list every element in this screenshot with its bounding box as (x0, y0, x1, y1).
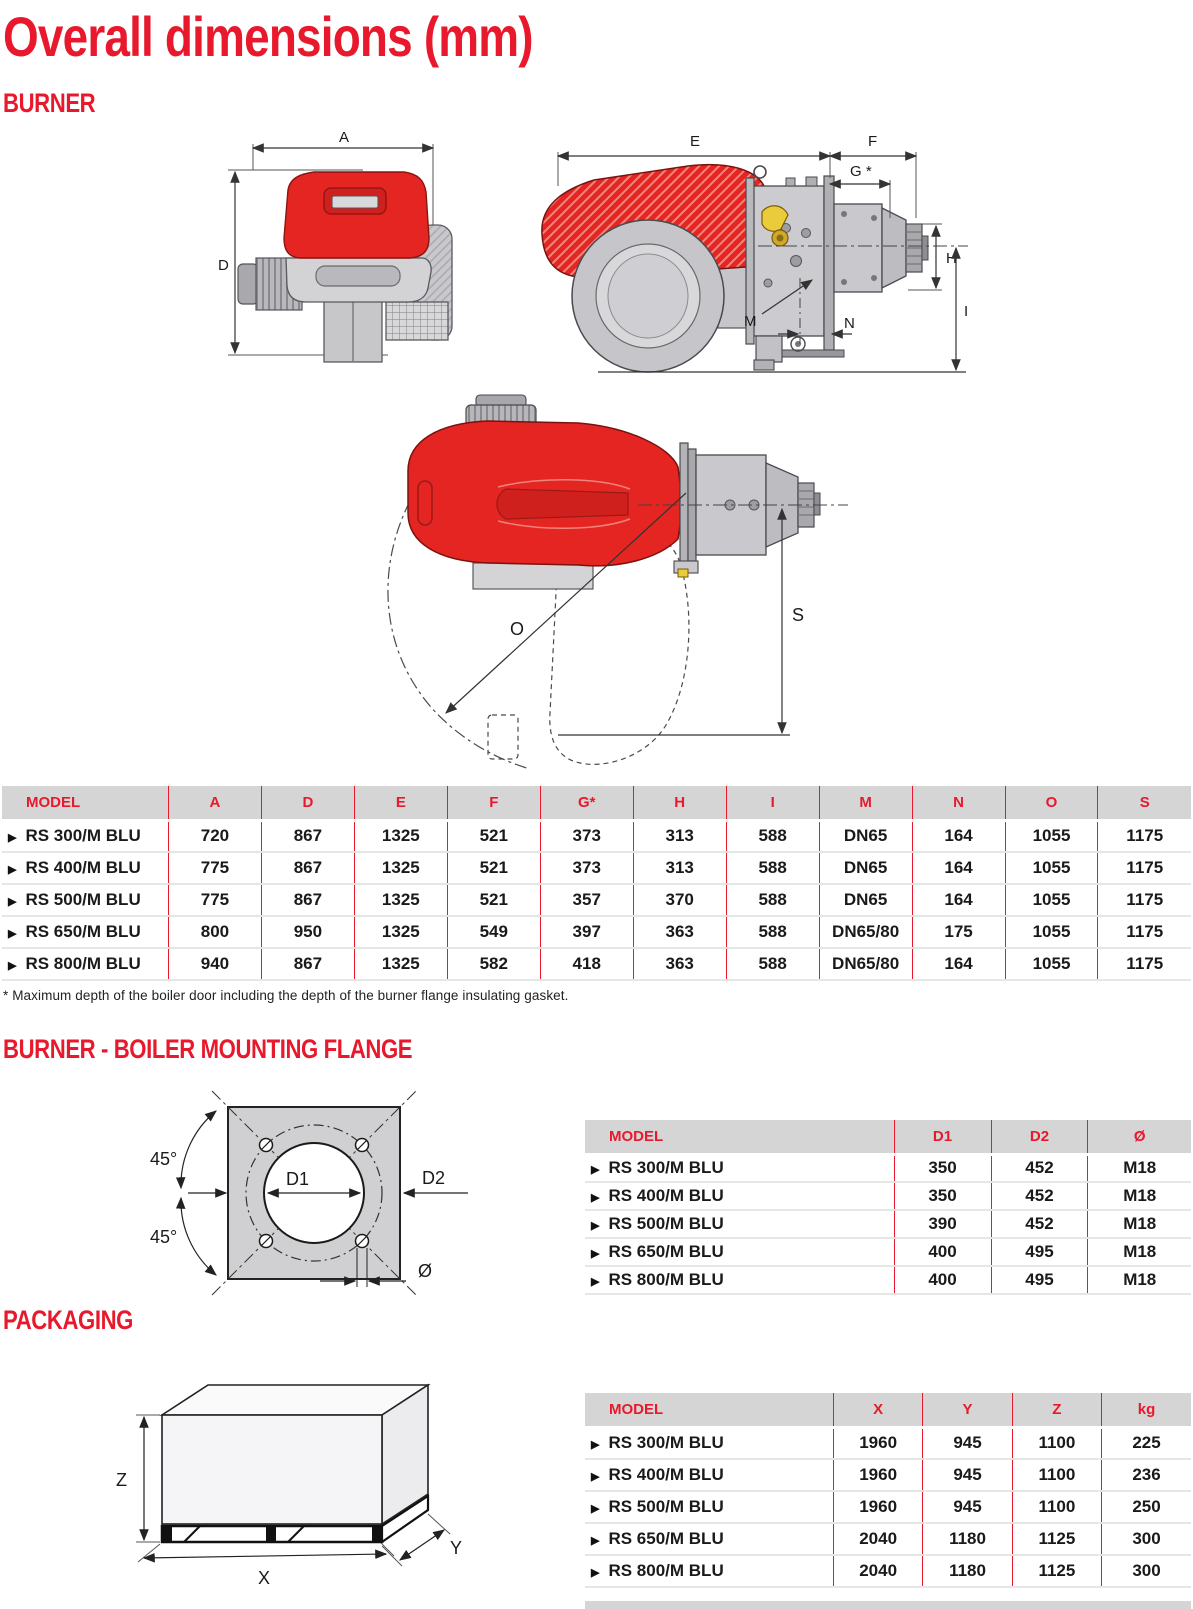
table-row (585, 1427, 1191, 1459)
model-name: RS 300/M BLU (608, 1158, 724, 1178)
value-cell: 1055 (1005, 820, 1098, 852)
table-row (585, 1210, 1191, 1238)
flange-table (585, 1120, 1191, 1295)
value-cell: 1960 (833, 1427, 922, 1459)
model-name: RS 650/M BLU (608, 1529, 724, 1548)
column-header: H (633, 786, 726, 820)
value-cell: 867 (261, 852, 354, 884)
table-row (585, 1491, 1191, 1523)
dim-label-g: G * (850, 163, 872, 180)
dimension-angle-bottom (150, 1198, 216, 1275)
value-cell: M18 (1088, 1238, 1191, 1266)
model-cell (2, 916, 168, 948)
value-cell: 940 (168, 948, 261, 980)
dim-label-d1: D1 (286, 1169, 310, 1189)
table-row (585, 1238, 1191, 1266)
row-marker-icon: ▶ (591, 1248, 600, 1260)
column-header: Y (923, 1393, 1012, 1427)
value-cell: 390 (894, 1210, 991, 1238)
column-header: O (1005, 786, 1098, 820)
value-cell: 1175 (1098, 884, 1191, 916)
value-cell: 588 (726, 852, 819, 884)
value-cell: DN65/80 (819, 916, 912, 948)
burner-swing-body (408, 395, 820, 589)
row-marker-icon: ▶ (8, 928, 17, 940)
value-cell: 1175 (1098, 820, 1191, 852)
burner-side-view-drawing (528, 128, 1188, 390)
column-header-model: MODEL (585, 1393, 833, 1427)
row-marker-icon: ▶ (591, 1535, 600, 1547)
table-row (2, 884, 1191, 916)
value-cell: 588 (726, 884, 819, 916)
value-cell: 164 (912, 948, 1005, 980)
value-cell: 867 (261, 884, 354, 916)
row-marker-icon: ▶ (591, 1439, 600, 1452)
dimension-x (138, 1544, 394, 1588)
table-row (585, 1154, 1191, 1182)
value-cell: 1325 (354, 916, 447, 948)
burner-front-view-drawing (196, 130, 500, 388)
model-cell (585, 1523, 833, 1555)
model-cell (585, 1238, 894, 1266)
table-footnote: * Maximum depth of the boiler door including the depth of the burner flange insulating gasket. (3, 988, 569, 1003)
value-cell: 373 (540, 852, 633, 884)
row-marker-icon: ▶ (591, 1164, 600, 1177)
value-cell: M18 (1088, 1154, 1191, 1182)
row-marker-icon: ▶ (8, 832, 17, 845)
dim-label-s: S (792, 605, 805, 625)
dimension-angle-top (150, 1111, 216, 1188)
row-marker-icon: ▶ (591, 1276, 600, 1288)
column-header-model: MODEL (585, 1120, 894, 1154)
burner-swing-view-drawing (378, 393, 863, 775)
dim-label-o: O (510, 619, 525, 639)
dim-label-y: Y (450, 1538, 463, 1558)
page-title: Overall dimensions (mm) (3, 5, 533, 68)
column-header: M (819, 786, 912, 820)
value-cell: 950 (261, 916, 354, 948)
value-cell: DN65 (819, 852, 912, 884)
value-cell: 588 (726, 916, 819, 948)
model-cell (2, 820, 168, 852)
value-cell: DN65 (819, 884, 912, 916)
value-cell: 720 (168, 820, 261, 852)
value-cell: 582 (447, 948, 540, 980)
burner-side-body (542, 165, 928, 372)
value-cell: 1325 (354, 820, 447, 852)
value-cell: 1175 (1098, 852, 1191, 884)
dim-label-bolt-diameter: Ø (418, 1261, 433, 1281)
row-marker-icon: ▶ (591, 1192, 600, 1204)
column-header: S (1098, 786, 1191, 820)
packaging-box (162, 1385, 428, 1542)
packaging-drawing (98, 1362, 483, 1608)
model-cell (2, 852, 168, 884)
value-cell: 300 (1102, 1555, 1191, 1587)
value-cell: 945 (923, 1459, 1012, 1491)
column-header: Z (1012, 1393, 1101, 1427)
value-cell: 521 (447, 884, 540, 916)
dim-label-m: M (744, 313, 757, 330)
dim-label-d: D (218, 257, 229, 274)
model-name: RS 800/M BLU (608, 1561, 724, 1580)
table-row (585, 1182, 1191, 1210)
value-cell: DN65 (819, 820, 912, 852)
model-name: RS 500/M BLU (608, 1214, 724, 1233)
table-row (2, 820, 1191, 852)
value-cell: 313 (633, 852, 726, 884)
value-cell: 164 (912, 820, 1005, 852)
burner-dimensions-table-wrap (2, 786, 1191, 981)
mounting-flange-drawing (128, 1085, 480, 1313)
section-heading-flange: BURNER - BOILER MOUNTING FLANGE (3, 1034, 413, 1064)
dimension-d2 (404, 1168, 468, 1193)
row-marker-icon: ▶ (591, 1503, 600, 1515)
row-marker-icon: ▶ (8, 864, 17, 876)
value-cell: M18 (1088, 1266, 1191, 1294)
value-cell: 1100 (1012, 1459, 1101, 1491)
value-cell: 800 (168, 916, 261, 948)
value-cell: 1055 (1005, 884, 1098, 916)
model-cell (585, 1459, 833, 1491)
header-row (585, 1393, 1191, 1427)
model-name: RS 800/M BLU (25, 954, 141, 973)
model-name: RS 800/M BLU (608, 1270, 724, 1289)
model-cell (585, 1491, 833, 1523)
value-cell: 370 (633, 884, 726, 916)
row-marker-icon: ▶ (8, 960, 17, 972)
model-cell (2, 948, 168, 980)
value-cell: 373 (540, 820, 633, 852)
model-name: RS 500/M BLU (25, 890, 141, 909)
angle-label-top: 45° (150, 1149, 178, 1169)
model-name: RS 650/M BLU (608, 1242, 724, 1261)
value-cell: 2040 (833, 1555, 922, 1587)
value-cell: 1960 (833, 1491, 922, 1523)
packaging-table (585, 1393, 1191, 1588)
value-cell: 588 (726, 820, 819, 852)
value-cell: 357 (540, 884, 633, 916)
dim-label-x: X (258, 1568, 271, 1588)
value-cell: DN65/80 (819, 948, 912, 980)
dim-label-d2: D2 (422, 1168, 446, 1188)
value-cell: 775 (168, 884, 261, 916)
value-cell: 1325 (354, 852, 447, 884)
value-cell: 1100 (1012, 1491, 1101, 1523)
value-cell: 1055 (1005, 948, 1098, 980)
value-cell: 549 (447, 916, 540, 948)
value-cell: 1125 (1012, 1555, 1101, 1587)
value-cell: 521 (447, 820, 540, 852)
table-row (585, 1555, 1191, 1587)
column-header: D2 (991, 1120, 1088, 1154)
value-cell: 313 (633, 820, 726, 852)
value-cell: 175 (912, 916, 1005, 948)
section-heading-packaging: PACKAGING (3, 1305, 133, 1335)
packaging-table-wrap (585, 1393, 1191, 1588)
value-cell: 775 (168, 852, 261, 884)
model-name: RS 650/M BLU (25, 922, 141, 941)
dimension-z (116, 1415, 160, 1542)
dim-label-n: N (844, 315, 855, 332)
value-cell: 495 (991, 1266, 1088, 1294)
value-cell: 400 (894, 1266, 991, 1294)
section-heading-burner: BURNER (3, 88, 96, 118)
column-header-model: MODEL (2, 786, 168, 820)
value-cell: 164 (912, 852, 1005, 884)
dim-label-a: A (339, 130, 350, 146)
value-cell: 1100 (1012, 1427, 1101, 1459)
value-cell: 363 (633, 916, 726, 948)
value-cell: 1125 (1012, 1523, 1101, 1555)
value-cell: 452 (991, 1154, 1088, 1182)
row-marker-icon: ▶ (591, 1567, 600, 1579)
dim-label-f: F (868, 133, 878, 150)
dimension-i (956, 248, 968, 370)
burner-dimensions-table (2, 786, 1191, 981)
value-cell: M18 (1088, 1182, 1191, 1210)
value-cell: 452 (991, 1210, 1088, 1238)
value-cell: 867 (261, 820, 354, 852)
value-cell: 2040 (833, 1523, 922, 1555)
column-header: I (726, 786, 819, 820)
model-cell (2, 884, 168, 916)
value-cell: 1055 (1005, 852, 1098, 884)
table-row (2, 948, 1191, 980)
table-row (2, 852, 1191, 884)
flange-table-wrap (585, 1120, 1191, 1295)
value-cell: 350 (894, 1154, 991, 1182)
column-header: Ø (1088, 1120, 1191, 1154)
value-cell: 164 (912, 884, 1005, 916)
model-cell (585, 1266, 894, 1294)
model-cell (585, 1154, 894, 1182)
table-bottom-bar (585, 1601, 1191, 1609)
value-cell: 1175 (1098, 916, 1191, 948)
value-cell: 945 (923, 1491, 1012, 1523)
column-header: E (354, 786, 447, 820)
header-row (585, 1120, 1191, 1154)
dim-label-h: H (946, 250, 957, 267)
value-cell: M18 (1088, 1210, 1191, 1238)
model-cell (585, 1555, 833, 1587)
table-row (585, 1523, 1191, 1555)
model-cell (585, 1210, 894, 1238)
value-cell: 350 (894, 1182, 991, 1210)
value-cell: 236 (1102, 1459, 1191, 1491)
value-cell: 1180 (923, 1523, 1012, 1555)
model-name: RS 400/M BLU (608, 1465, 724, 1484)
value-cell: 250 (1102, 1491, 1191, 1523)
column-header: kg (1102, 1393, 1191, 1427)
model-name: RS 300/M BLU (25, 826, 141, 846)
value-cell: 300 (1102, 1523, 1191, 1555)
column-header: N (912, 786, 1005, 820)
header-row (2, 786, 1191, 820)
value-cell: 1055 (1005, 916, 1098, 948)
value-cell: 400 (894, 1238, 991, 1266)
value-cell: 418 (540, 948, 633, 980)
value-cell: 1325 (354, 884, 447, 916)
model-name: RS 400/M BLU (25, 858, 141, 877)
value-cell: 1180 (923, 1555, 1012, 1587)
column-header: D (261, 786, 354, 820)
value-cell: 867 (261, 948, 354, 980)
value-cell: 588 (726, 948, 819, 980)
column-header: A (168, 786, 261, 820)
row-marker-icon: ▶ (8, 896, 17, 908)
table-row (585, 1266, 1191, 1294)
burner-front-body (238, 172, 452, 362)
column-header: X (833, 1393, 922, 1427)
value-cell: 1175 (1098, 948, 1191, 980)
model-cell (585, 1182, 894, 1210)
model-name: RS 500/M BLU (608, 1497, 724, 1516)
dim-label-e: E (690, 133, 701, 150)
dim-label-z: Z (116, 1470, 127, 1490)
value-cell: 397 (540, 916, 633, 948)
column-header: D1 (894, 1120, 991, 1154)
value-cell: 363 (633, 948, 726, 980)
column-header: F (447, 786, 540, 820)
value-cell: 495 (991, 1238, 1088, 1266)
model-cell (585, 1427, 833, 1459)
dimension-s (782, 509, 804, 733)
value-cell: 521 (447, 852, 540, 884)
row-marker-icon: ▶ (591, 1471, 600, 1483)
dim-label-i: I (964, 303, 969, 320)
column-header: G* (540, 786, 633, 820)
model-name: RS 400/M BLU (608, 1186, 724, 1205)
row-marker-icon: ▶ (591, 1220, 600, 1232)
table-row (2, 916, 1191, 948)
value-cell: 945 (923, 1427, 1012, 1459)
angle-label-bottom: 45° (150, 1227, 178, 1247)
value-cell: 1960 (833, 1459, 922, 1491)
value-cell: 1325 (354, 948, 447, 980)
table-row (585, 1459, 1191, 1491)
value-cell: 452 (991, 1182, 1088, 1210)
value-cell: 225 (1102, 1427, 1191, 1459)
model-name: RS 300/M BLU (608, 1433, 724, 1453)
